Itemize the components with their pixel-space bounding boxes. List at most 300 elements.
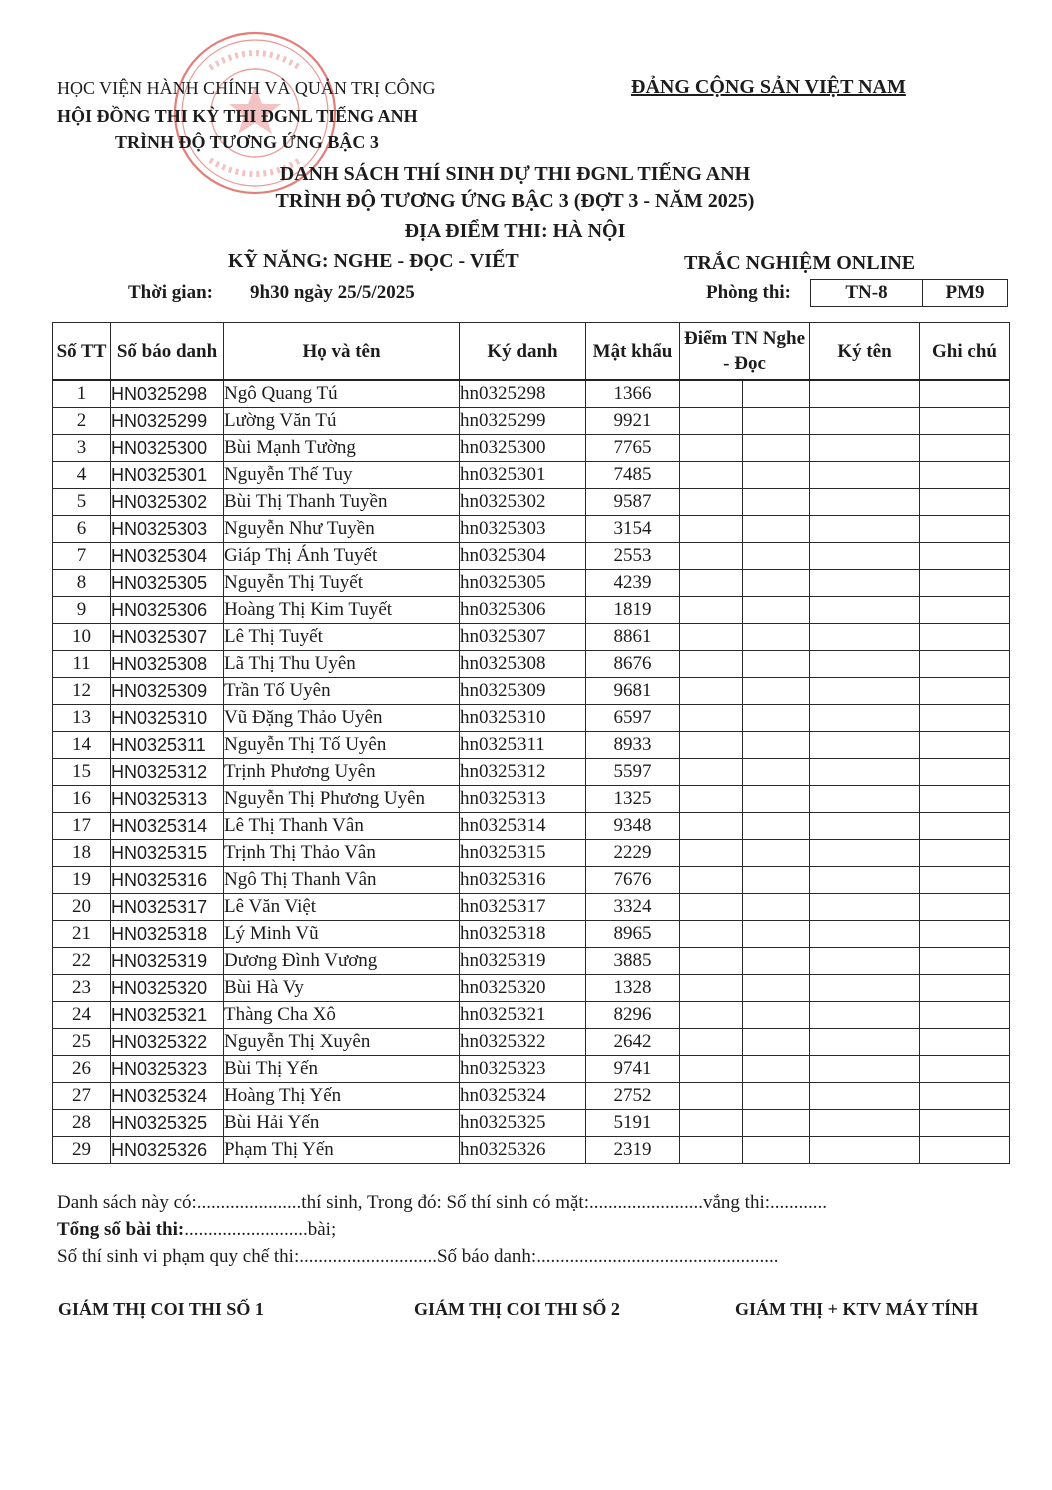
table-header-row [53, 323, 1010, 381]
row-note [920, 840, 1010, 867]
row-note [920, 408, 1010, 435]
row-score-b [743, 1137, 810, 1164]
row-kydanh: hn0325322 [460, 1029, 586, 1056]
row-sbd: HN0325299 [111, 408, 224, 435]
row-score-a [680, 1056, 743, 1083]
row-note [920, 705, 1010, 732]
summary-line-3: Số thí sinh vi phạm quy chế thi:.............................Số báo danh:................................................... [57, 1246, 779, 1267]
row-score-b [743, 813, 810, 840]
row-name: Lê Thị Thanh Vân [224, 813, 460, 840]
table-row [53, 462, 1010, 489]
row-name: Phạm Thị Yến [224, 1137, 460, 1164]
row-name: Lê Văn Việt [224, 894, 460, 921]
time-value: 9h30 ngày 25/5/2025 [250, 282, 415, 303]
row-score-b [743, 840, 810, 867]
row-note [920, 1029, 1010, 1056]
row-score-b [743, 705, 810, 732]
table-row [53, 813, 1010, 840]
row-sbd: HN0325305 [111, 570, 224, 597]
row-score-b [743, 732, 810, 759]
row-score-b [743, 786, 810, 813]
row-note [920, 894, 1010, 921]
row-password: 8933 [586, 732, 680, 759]
row-kydanh: hn0325314 [460, 813, 586, 840]
header-note: Ghi chú [920, 323, 1010, 381]
row-sign [810, 759, 920, 786]
row-note [920, 975, 1010, 1002]
table-row [53, 1029, 1010, 1056]
row-score-b [743, 624, 810, 651]
row-password: 9348 [586, 813, 680, 840]
row-score-a [680, 462, 743, 489]
row-score-b [743, 1002, 810, 1029]
row-name: Bùi Thị Thanh Tuyền [224, 489, 460, 516]
table-row [53, 1002, 1010, 1029]
table-row [53, 543, 1010, 570]
row-kydanh: hn0325303 [460, 516, 586, 543]
table-row [53, 840, 1010, 867]
row-score-a [680, 867, 743, 894]
row-sbd: HN0325308 [111, 651, 224, 678]
header-score: Điểm TN Nghe - Đọc [680, 323, 810, 381]
row-password: 9741 [586, 1056, 680, 1083]
row-password: 2752 [586, 1083, 680, 1110]
table-row [53, 678, 1010, 705]
row-score-a [680, 570, 743, 597]
row-stt: 16 [53, 786, 111, 813]
row-kydanh: hn0325305 [460, 570, 586, 597]
row-note [920, 380, 1010, 408]
row-name: Nguyễn Như Tuyền [224, 516, 460, 543]
exam-location: ĐỊA ĐIỂM THI: HÀ NỘI [404, 220, 626, 242]
row-sign [810, 489, 920, 516]
row-sign [810, 624, 920, 651]
row-stt: 19 [53, 867, 111, 894]
row-score-b [743, 489, 810, 516]
row-sign [810, 1083, 920, 1110]
council-name: HỘI ĐỒNG THI KỲ THI ĐGNL TIẾNG ANH [57, 106, 418, 126]
row-sbd: HN0325325 [111, 1110, 224, 1137]
row-name: Nguyễn Thế Tuy [224, 462, 460, 489]
row-stt: 23 [53, 975, 111, 1002]
row-sbd: HN0325326 [111, 1137, 224, 1164]
row-score-b [743, 975, 810, 1002]
row-kydanh: hn0325302 [460, 489, 586, 516]
row-password: 7676 [586, 867, 680, 894]
row-score-a [680, 597, 743, 624]
row-note [920, 786, 1010, 813]
table-row [53, 570, 1010, 597]
row-score-a [680, 975, 743, 1002]
row-note [920, 516, 1010, 543]
row-kydanh: hn0325299 [460, 408, 586, 435]
table-row [53, 759, 1010, 786]
row-password: 6597 [586, 705, 680, 732]
row-sbd: HN0325309 [111, 678, 224, 705]
row-note [920, 948, 1010, 975]
row-score-a [680, 1110, 743, 1137]
row-stt: 12 [53, 678, 111, 705]
row-sign [810, 570, 920, 597]
room-machine-box: PM9 [922, 279, 1008, 307]
row-password: 9681 [586, 678, 680, 705]
row-name: Giáp Thị Ánh Tuyết [224, 543, 460, 570]
row-kydanh: hn0325320 [460, 975, 586, 1002]
row-sbd: HN0325310 [111, 705, 224, 732]
row-password: 2642 [586, 1029, 680, 1056]
row-note [920, 462, 1010, 489]
row-sbd: HN0325321 [111, 1002, 224, 1029]
row-score-a [680, 1002, 743, 1029]
row-name: Nguyễn Thị Xuyên [224, 1029, 460, 1056]
row-name: Bùi Thị Yến [224, 1056, 460, 1083]
row-score-a [680, 1137, 743, 1164]
row-password: 3885 [586, 948, 680, 975]
row-note [920, 1137, 1010, 1164]
row-sign [810, 786, 920, 813]
header-stt: Số TT [53, 323, 111, 381]
row-sign [810, 380, 920, 408]
header-sign: Ký tên [810, 323, 920, 381]
row-score-b [743, 1056, 810, 1083]
row-stt: 14 [53, 732, 111, 759]
row-score-a [680, 651, 743, 678]
row-note [920, 624, 1010, 651]
table-row [53, 975, 1010, 1002]
row-score-b [743, 516, 810, 543]
row-score-a [680, 543, 743, 570]
row-sign [810, 732, 920, 759]
row-password: 8296 [586, 1002, 680, 1029]
row-password: 1325 [586, 786, 680, 813]
row-stt: 8 [53, 570, 111, 597]
row-sign [810, 462, 920, 489]
row-kydanh: hn0325304 [460, 543, 586, 570]
row-stt: 21 [53, 921, 111, 948]
total-papers-blank: ..........................bài; [184, 1219, 337, 1240]
row-score-a [680, 921, 743, 948]
row-password: 8861 [586, 624, 680, 651]
row-password: 9921 [586, 408, 680, 435]
table-row [53, 516, 1010, 543]
signature-invigilator-1: GIÁM THỊ COI THI SỐ 1 [58, 1299, 264, 1319]
signature-invigilator-2: GIÁM THỊ COI THI SỐ 2 [414, 1299, 620, 1319]
row-kydanh: hn0325309 [460, 678, 586, 705]
row-note [920, 921, 1010, 948]
row-sign [810, 1029, 920, 1056]
row-stt: 22 [53, 948, 111, 975]
row-stt: 4 [53, 462, 111, 489]
row-kydanh: hn0325319 [460, 948, 586, 975]
row-score-b [743, 435, 810, 462]
row-kydanh: hn0325321 [460, 1002, 586, 1029]
time-label: Thời gian: [128, 282, 213, 303]
row-note [920, 1083, 1010, 1110]
row-score-a [680, 408, 743, 435]
row-name: Trần Tố Uyên [224, 678, 460, 705]
row-score-a [680, 786, 743, 813]
row-sbd: HN0325324 [111, 1083, 224, 1110]
exam-skills: KỸ NĂNG: NGHE - ĐỌC - VIẾT [228, 250, 519, 272]
row-name: Hoàng Thị Yến [224, 1083, 460, 1110]
row-score-a [680, 948, 743, 975]
row-password: 8965 [586, 921, 680, 948]
room-code-box: TN-8 [810, 279, 923, 307]
row-note [920, 1056, 1010, 1083]
row-score-b [743, 921, 810, 948]
candidate-table [52, 322, 1010, 1164]
row-stt: 9 [53, 597, 111, 624]
row-stt: 13 [53, 705, 111, 732]
row-sbd: HN0325319 [111, 948, 224, 975]
row-sign [810, 975, 920, 1002]
row-stt: 6 [53, 516, 111, 543]
row-note [920, 813, 1010, 840]
table-row [53, 786, 1010, 813]
row-score-b [743, 867, 810, 894]
row-sign [810, 435, 920, 462]
row-stt: 25 [53, 1029, 111, 1056]
row-score-a [680, 516, 743, 543]
exam-mode: TRẮC NGHIỆM ONLINE [684, 252, 916, 274]
row-name: Trịnh Thị Thảo Vân [224, 840, 460, 867]
row-score-b [743, 1110, 810, 1137]
row-score-b [743, 570, 810, 597]
row-kydanh: hn0325315 [460, 840, 586, 867]
row-note [920, 678, 1010, 705]
row-stt: 27 [53, 1083, 111, 1110]
row-sign [810, 705, 920, 732]
row-sign [810, 1056, 920, 1083]
row-score-a [680, 705, 743, 732]
level-name: TRÌNH ĐỘ TƯƠNG ỨNG BẬC 3 [115, 132, 379, 152]
row-password: 2553 [586, 543, 680, 570]
row-sign [810, 948, 920, 975]
row-stt: 10 [53, 624, 111, 651]
header-sbd: Số báo danh [111, 323, 224, 381]
row-name: Nguyễn Thị Phương Uyên [224, 786, 460, 813]
row-note [920, 867, 1010, 894]
row-password: 2319 [586, 1137, 680, 1164]
row-sbd: HN0325300 [111, 435, 224, 462]
row-sbd: HN0325318 [111, 921, 224, 948]
row-password: 4239 [586, 570, 680, 597]
table-row [53, 1137, 1010, 1164]
row-sign [810, 651, 920, 678]
row-sign [810, 1110, 920, 1137]
header-kydanh: Ký danh [460, 323, 586, 381]
row-note [920, 570, 1010, 597]
row-sign [810, 516, 920, 543]
row-sbd: HN0325304 [111, 543, 224, 570]
row-kydanh: hn0325300 [460, 435, 586, 462]
row-score-b [743, 1083, 810, 1110]
table-row [53, 705, 1010, 732]
row-stt: 17 [53, 813, 111, 840]
row-password: 1328 [586, 975, 680, 1002]
row-stt: 26 [53, 1056, 111, 1083]
row-kydanh: hn0325310 [460, 705, 586, 732]
row-sbd: HN0325301 [111, 462, 224, 489]
row-name: Thàng Cha Xô [224, 1002, 460, 1029]
row-score-b [743, 380, 810, 408]
row-score-a [680, 435, 743, 462]
row-name: Lã Thị Thu Uyên [224, 651, 460, 678]
row-score-b [743, 408, 810, 435]
row-stt: 28 [53, 1110, 111, 1137]
row-kydanh: hn0325311 [460, 732, 586, 759]
room-label: Phòng thi: [706, 282, 791, 303]
row-score-b [743, 948, 810, 975]
row-password: 9587 [586, 489, 680, 516]
row-score-a [680, 840, 743, 867]
doc-title-line1: DANH SÁCH THÍ SINH DỰ THI ĐGNL TIẾNG ANH [279, 163, 751, 185]
row-kydanh: hn0325324 [460, 1083, 586, 1110]
row-kydanh: hn0325313 [460, 786, 586, 813]
table-row [53, 921, 1010, 948]
row-stt: 2 [53, 408, 111, 435]
row-name: Lý Minh Vũ [224, 921, 460, 948]
row-sign [810, 867, 920, 894]
row-score-a [680, 732, 743, 759]
row-sbd: HN0325312 [111, 759, 224, 786]
row-score-b [743, 597, 810, 624]
row-note [920, 543, 1010, 570]
row-sign [810, 543, 920, 570]
row-score-a [680, 624, 743, 651]
table-row [53, 624, 1010, 651]
table-row [53, 894, 1010, 921]
row-sbd: HN0325307 [111, 624, 224, 651]
table-row [53, 408, 1010, 435]
row-name: Dương Đình Vương [224, 948, 460, 975]
row-sign [810, 921, 920, 948]
table-row [53, 597, 1010, 624]
row-score-a [680, 1083, 743, 1110]
row-note [920, 1002, 1010, 1029]
row-sbd: HN0325303 [111, 516, 224, 543]
row-sign [810, 813, 920, 840]
header-password: Mật khẩu [586, 323, 680, 381]
org-name: HỌC VIỆN HÀNH CHÍNH VÀ QUẢN TRỊ CÔNG [57, 78, 436, 98]
row-score-a [680, 813, 743, 840]
total-papers-label: Tổng số bài thi: [57, 1219, 185, 1240]
row-note [920, 732, 1010, 759]
row-score-b [743, 462, 810, 489]
row-stt: 24 [53, 1002, 111, 1029]
row-password: 5597 [586, 759, 680, 786]
table-row [53, 1056, 1010, 1083]
row-kydanh: hn0325316 [460, 867, 586, 894]
row-password: 8676 [586, 651, 680, 678]
row-sbd: HN0325316 [111, 867, 224, 894]
row-kydanh: hn0325312 [460, 759, 586, 786]
row-score-b [743, 678, 810, 705]
row-stt: 18 [53, 840, 111, 867]
summary-line-2 [57, 1219, 336, 1241]
table-row [53, 1110, 1010, 1137]
row-sbd: HN0325306 [111, 597, 224, 624]
row-kydanh: hn0325306 [460, 597, 586, 624]
row-password: 1819 [586, 597, 680, 624]
row-score-a [680, 489, 743, 516]
summary-line-1: Danh sách này có:......................thí sinh, Trong đó: Số thí sinh có mặt:........................vắng thi:............ [57, 1192, 828, 1213]
row-sign [810, 678, 920, 705]
row-password: 1366 [586, 380, 680, 408]
row-sbd: HN0325314 [111, 813, 224, 840]
row-score-b [743, 894, 810, 921]
row-kydanh: hn0325301 [460, 462, 586, 489]
row-kydanh: hn0325298 [460, 380, 586, 408]
row-name: Lê Thị Tuyết [224, 624, 460, 651]
row-note [920, 759, 1010, 786]
row-score-b [743, 1029, 810, 1056]
row-stt: 5 [53, 489, 111, 516]
row-stt: 1 [53, 380, 111, 408]
party-name: ĐẢNG CỘNG SẢN VIỆT NAM [631, 76, 906, 98]
row-score-a [680, 380, 743, 408]
row-kydanh: hn0325326 [460, 1137, 586, 1164]
row-password: 3324 [586, 894, 680, 921]
row-name: Bùi Hải Yến [224, 1110, 460, 1137]
row-name: Nguyễn Thị Tuyết [224, 570, 460, 597]
row-password: 2229 [586, 840, 680, 867]
signature-technician: GIÁM THỊ + KTV MÁY TÍNH [735, 1299, 979, 1319]
row-sign [810, 597, 920, 624]
table-row [53, 1083, 1010, 1110]
row-note [920, 435, 1010, 462]
row-name: Bùi Hà Vy [224, 975, 460, 1002]
table-row [53, 948, 1010, 975]
row-kydanh: hn0325308 [460, 651, 586, 678]
row-name: Hoàng Thị Kim Tuyết [224, 597, 460, 624]
row-score-a [680, 894, 743, 921]
row-stt: 11 [53, 651, 111, 678]
header-name: Họ và tên [224, 323, 460, 381]
table-row [53, 651, 1010, 678]
row-note [920, 651, 1010, 678]
row-kydanh: hn0325317 [460, 894, 586, 921]
row-password: 3154 [586, 516, 680, 543]
row-password: 7485 [586, 462, 680, 489]
row-kydanh: hn0325307 [460, 624, 586, 651]
row-sign [810, 894, 920, 921]
row-sbd: HN0325311 [111, 732, 224, 759]
row-stt: 20 [53, 894, 111, 921]
row-name: Trịnh Phương Uyên [224, 759, 460, 786]
row-name: Bùi Mạnh Tường [224, 435, 460, 462]
table-row [53, 489, 1010, 516]
doc-title-line2: TRÌNH ĐỘ TƯƠNG ỨNG BẬC 3 (ĐỢT 3 - NĂM 2025) [275, 190, 755, 212]
row-stt: 3 [53, 435, 111, 462]
row-sbd: HN0325317 [111, 894, 224, 921]
row-kydanh: hn0325318 [460, 921, 586, 948]
row-sbd: HN0325315 [111, 840, 224, 867]
table-row [53, 380, 1010, 408]
row-kydanh: hn0325323 [460, 1056, 586, 1083]
row-stt: 7 [53, 543, 111, 570]
row-sbd: HN0325298 [111, 380, 224, 408]
row-sbd: HN0325322 [111, 1029, 224, 1056]
row-score-b [743, 543, 810, 570]
table-row [53, 435, 1010, 462]
table-row [53, 732, 1010, 759]
row-sbd: HN0325320 [111, 975, 224, 1002]
row-note [920, 489, 1010, 516]
row-sign [810, 1137, 920, 1164]
row-stt: 29 [53, 1137, 111, 1164]
row-name: Vũ Đặng Thảo Uyên [224, 705, 460, 732]
